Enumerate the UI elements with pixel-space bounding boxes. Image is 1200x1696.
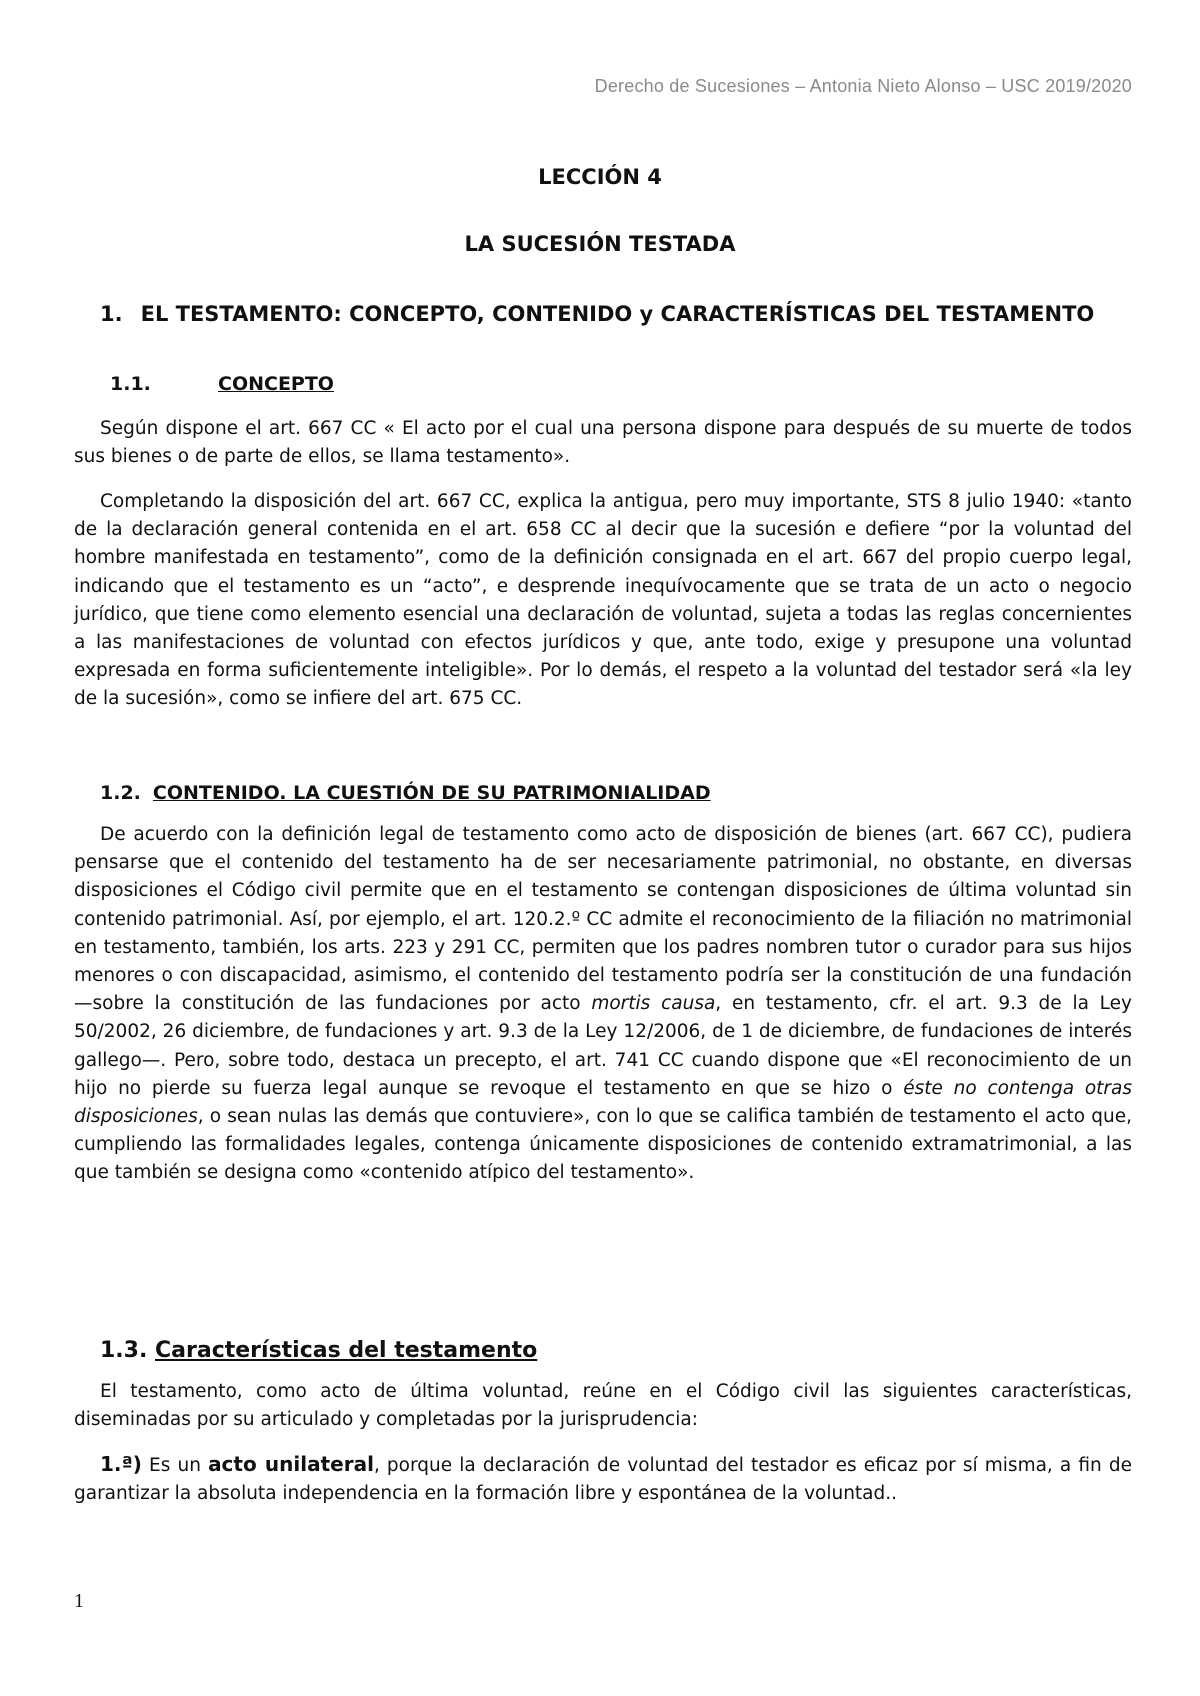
subsection-number: 1.3. [100, 1338, 148, 1363]
paragraph-concepto-2: Completando la disposición del art. 667 CC, explica la antigua, pero muy importante, STS 8 julio 1940: «tanto de la declaración general contenida en el art. 658 CC al decir que la sucesión e defiere “por la voluntad del hombre manifestada en testamento”, como de la definición consignada en el art. 667 del propio cuerpo legal, indicando que el testamento es un “acto”, e desprende inequívocamente que se trata de un acto o negocio jurídico, que tiene como elemento esencial una declaración de voluntad, sujeta a todas las reglas concernientes a las manifestaciones de voluntad con efectos jurídicos y que, ante todo, exige y presupone una voluntad expresada en forma suficientemente inteligible». Por lo demás, el respeto a la voluntad del testador será «la ley de la sucesión», como se infiere del art. 675 CC. [74, 491, 1132, 710]
text-run: Es un [141, 1455, 209, 1476]
list-marker: 1.ª) [100, 1452, 142, 1476]
subsection-heading-contenido [100, 782, 711, 804]
paragraph-caracteristicas-1: El testamento, como acto de última voluntad, reúne en el Código civil las siguientes características, diseminadas por su articulado y completadas por la jurisprudencia: [74, 1381, 1132, 1431]
subsection-heading-concepto [110, 373, 334, 395]
section-title: EL TESTAMENTO: CONCEPTO, CONTENIDO y CARACTERÍSTICAS DEL TESTAMENTO [140, 302, 1095, 326]
lesson-title: LECCIÓN 4 [538, 165, 662, 189]
italic-run: éste no contenga otras disposiciones [74, 1077, 1133, 1128]
lesson-subtitle: LA SUCESIÓN TESTADA [464, 232, 736, 256]
italic-run: mortis causa [591, 993, 716, 1015]
bold-run: acto unilateral [208, 1452, 374, 1476]
subsection-number: 1.2. [100, 782, 141, 804]
running-header: Derecho de Sucesiones – Antonia Nieto Alonso – USC 2019/2020 [594, 76, 1132, 96]
text-run: , porque la declaración de voluntad del testador es eficaz por sí misma, a fin de garantizar la absoluta independencia en la formación libre y espontánea de la voluntad.. [74, 1455, 1132, 1505]
subsection-title: CONTENIDO. LA CUESTIÓN DE SU PATRIMONIALIDAD [152, 782, 711, 804]
paragraph-caracteristicas-2 [74, 1450, 1132, 1508]
subsection-title: Características del testamento [155, 1338, 538, 1363]
text-run: De acuerdo con la definición legal de testamento como acto de disposición de bienes (art. 667 CC), pudiera pensarse que el contenido del testamento ha de ser necesariamente patrimonial, no obstante, en diversas disposiciones el Código civil permite que en el testamento se contengan disposiciones de última voluntad sin contenido patrimonial. Así, por ejemplo, el art. 120.2.º CC admite el reconocimiento de la filiación no matrimonial en testamento, también, los arts. 223 y 291 CC, permiten que los padres nombren tutor o curador para sus hijos menores o con discapacidad, asimismo, el contenido del testamento podría ser la constitución de una fundación —sobre la constitución de las fundaciones por acto [74, 824, 1132, 1015]
subsection-number: 1.1. [110, 373, 151, 395]
paragraph-concepto-1: Según dispone el art. 667 CC « El acto por el cual una persona dispone para después de su muerte de todos sus bienes o de parte de ellos, se llama testamento». [74, 418, 1132, 468]
subsection-heading-caracteristicas [100, 1338, 537, 1363]
text-run: , o sean nulas las demás que contuviere», con lo que se califica también de testamento el acto que, cumpliendo las formalidades legales, contenga únicamente disposiciones de contenido extramatrimonial, a las que también se designa como «contenido atípico del testamento». [74, 1106, 1132, 1184]
text-run: , en testamento, cfr. el art. 9.3 de la Ley 50/2002, 26 diciembre, de fundaciones y art. 9.3 de la Ley 12/2006, de 1 de diciembre, de fundaciones de interés gallego—. Pero, sobre todo, destaca un precepto, el art. 741 CC cuando dispone que «El reconocimiento de un hijo no pierde su fuerza legal aunque se revoque el testamento en que se hizo o [74, 993, 1132, 1099]
subsection-title: CONCEPTO [218, 373, 334, 395]
page-number: 1 [74, 1590, 84, 1612]
section-number: 1. [100, 302, 123, 326]
section-heading-1 [100, 302, 1094, 326]
paragraph-contenido-1 [74, 821, 1132, 1188]
